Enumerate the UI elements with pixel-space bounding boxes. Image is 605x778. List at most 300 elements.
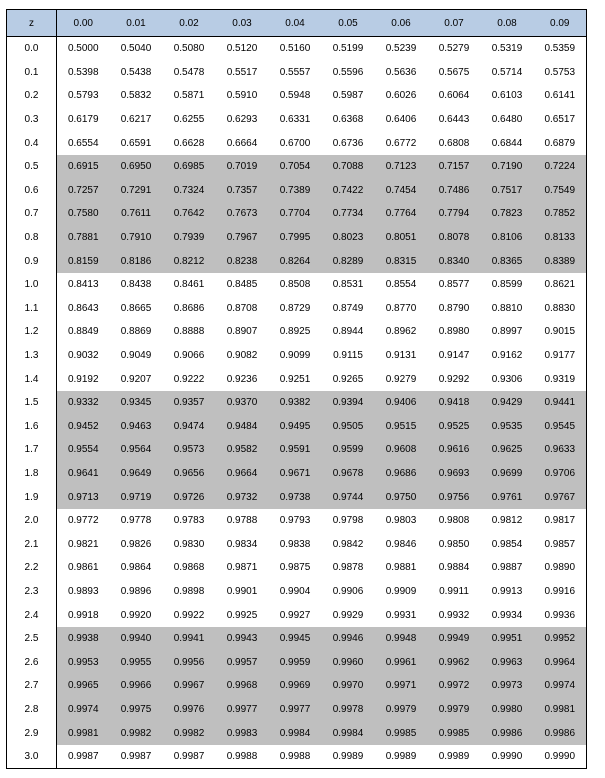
probability-cell: 0.9922 bbox=[173, 609, 205, 621]
probability-cell: 0.5319 bbox=[491, 43, 523, 55]
probability-cell: 0.6331 bbox=[279, 114, 311, 126]
probability-cell: 0.9857 bbox=[534, 532, 587, 556]
probability-cell: 0.9032 bbox=[67, 350, 99, 362]
z-value-cell: 1.7 bbox=[7, 438, 57, 462]
probability-cell: 0.9474 bbox=[163, 415, 216, 439]
probability-cell: 0.8790 bbox=[438, 302, 470, 314]
probability-cell: 0.9951 bbox=[481, 627, 534, 651]
probability-cell: 0.9970 bbox=[322, 674, 375, 698]
probability-cell: 0.9131 bbox=[385, 350, 417, 362]
probability-cell: 0.9957 bbox=[216, 650, 269, 674]
table-row bbox=[7, 745, 587, 769]
probability-cell: 0.9890 bbox=[534, 556, 587, 580]
probability-cell: 0.5987 bbox=[332, 90, 364, 102]
probability-cell: 0.8485 bbox=[226, 279, 258, 291]
probability-cell: 0.9616 bbox=[428, 438, 481, 462]
probability-cell: 0.9147 bbox=[438, 350, 470, 362]
probability-cell: 0.7580 bbox=[57, 202, 110, 226]
probability-cell: 0.9345 bbox=[110, 391, 163, 415]
probability-cell: 0.9554 bbox=[57, 438, 110, 462]
probability-cell: 0.9974 bbox=[57, 698, 110, 722]
probability-cell: 0.9699 bbox=[481, 462, 534, 486]
probability-cell: 0.6844 bbox=[491, 137, 523, 149]
probability-cell: 0.9265 bbox=[332, 373, 364, 385]
probability-cell: 0.7054 bbox=[269, 155, 322, 179]
probability-cell: 0.8413 bbox=[67, 279, 99, 291]
z-value-cell: 2.0 bbox=[7, 509, 57, 533]
probability-cell: 0.9649 bbox=[110, 462, 163, 486]
header-col-0-02: 0.02 bbox=[163, 10, 216, 37]
probability-cell: 0.5910 bbox=[226, 90, 258, 102]
probability-cell: 0.9099 bbox=[279, 350, 311, 362]
probability-cell: 0.9984 bbox=[269, 721, 322, 745]
probability-cell: 0.5279 bbox=[438, 43, 470, 55]
z-value-cell: 0.1 bbox=[7, 61, 57, 85]
probability-cell: 0.7291 bbox=[110, 179, 163, 203]
probability-cell: 0.9989 bbox=[375, 745, 428, 769]
probability-cell: 0.9788 bbox=[226, 515, 258, 527]
probability-cell: 0.9916 bbox=[534, 580, 587, 604]
table-row bbox=[7, 627, 587, 651]
z-value-cell: 1.1 bbox=[7, 297, 57, 321]
probability-cell: 0.9505 bbox=[322, 415, 375, 439]
probability-cell: 0.9871 bbox=[226, 562, 258, 574]
table-row bbox=[7, 580, 587, 604]
probability-cell: 0.9082 bbox=[226, 350, 258, 362]
probability-cell: 0.8962 bbox=[385, 326, 417, 338]
table-row bbox=[7, 485, 587, 509]
probability-cell: 0.9929 bbox=[332, 609, 364, 621]
probability-cell: 0.9846 bbox=[385, 538, 417, 550]
probability-cell: 0.8599 bbox=[491, 279, 523, 291]
table-row bbox=[7, 415, 587, 439]
z-value-cell: 2.8 bbox=[7, 698, 57, 722]
z-value-cell: 2.2 bbox=[7, 556, 57, 580]
probability-cell: 0.6141 bbox=[534, 84, 587, 108]
z-value-cell: 0.6 bbox=[7, 179, 57, 203]
probability-cell: 0.6736 bbox=[332, 137, 364, 149]
probability-cell: 0.9441 bbox=[534, 391, 587, 415]
probability-cell: 0.7224 bbox=[534, 155, 587, 179]
probability-cell: 0.8264 bbox=[269, 249, 322, 273]
table-row bbox=[7, 556, 587, 580]
probability-cell: 0.9406 bbox=[375, 391, 428, 415]
probability-cell: 0.8315 bbox=[375, 249, 428, 273]
probability-cell: 0.9015 bbox=[534, 320, 587, 344]
probability-cell: 0.9948 bbox=[375, 627, 428, 651]
table-row bbox=[7, 698, 587, 722]
z-value-cell: 1.9 bbox=[7, 485, 57, 509]
probability-cell: 0.5398 bbox=[67, 66, 99, 78]
table-row bbox=[7, 509, 587, 533]
z-value-cell: 0.4 bbox=[7, 131, 57, 155]
probability-cell: 0.9901 bbox=[226, 585, 258, 597]
probability-cell: 0.9884 bbox=[438, 562, 470, 574]
probability-cell: 0.9941 bbox=[163, 627, 216, 651]
probability-cell: 0.9979 bbox=[428, 698, 481, 722]
probability-cell: 0.9974 bbox=[534, 674, 587, 698]
probability-cell: 0.9920 bbox=[120, 609, 152, 621]
probability-cell: 0.9049 bbox=[120, 350, 152, 362]
table-row bbox=[7, 721, 587, 745]
probability-cell: 0.6591 bbox=[120, 137, 152, 149]
probability-cell: 0.9756 bbox=[428, 485, 481, 509]
probability-cell: 0.9949 bbox=[428, 627, 481, 651]
probability-cell: 0.8665 bbox=[120, 302, 152, 314]
probability-cell: 0.8849 bbox=[67, 326, 99, 338]
probability-cell: 0.9251 bbox=[279, 373, 311, 385]
probability-cell: 0.9989 bbox=[322, 745, 375, 769]
probability-cell: 0.7967 bbox=[216, 226, 269, 250]
probability-cell: 0.9932 bbox=[438, 609, 470, 621]
probability-cell: 0.7939 bbox=[163, 226, 216, 250]
probability-cell: 0.9793 bbox=[279, 515, 311, 527]
probability-cell: 0.9370 bbox=[216, 391, 269, 415]
probability-cell: 0.9850 bbox=[438, 538, 470, 550]
z-table bbox=[6, 9, 587, 769]
probability-cell: 0.9945 bbox=[269, 627, 322, 651]
header-col-0-01: 0.01 bbox=[110, 10, 163, 37]
probability-cell: 0.8708 bbox=[226, 302, 258, 314]
probability-cell: 0.9463 bbox=[110, 415, 163, 439]
probability-cell: 0.9943 bbox=[216, 627, 269, 651]
probability-cell: 0.8810 bbox=[491, 302, 523, 314]
probability-cell: 0.6664 bbox=[226, 137, 258, 149]
probability-cell: 0.8438 bbox=[120, 279, 152, 291]
probability-cell: 0.9719 bbox=[110, 485, 163, 509]
probability-cell: 0.9969 bbox=[269, 674, 322, 698]
probability-cell: 0.9904 bbox=[279, 585, 311, 597]
probability-cell: 0.9968 bbox=[216, 674, 269, 698]
z-value-cell: 0.2 bbox=[7, 84, 57, 108]
probability-cell: 0.9984 bbox=[322, 721, 375, 745]
z-value-cell: 1.3 bbox=[7, 344, 57, 368]
probability-cell: 0.7881 bbox=[57, 226, 110, 250]
probability-cell: 0.9963 bbox=[481, 650, 534, 674]
probability-cell: 0.6406 bbox=[385, 114, 417, 126]
probability-cell: 0.8289 bbox=[322, 249, 375, 273]
table-row bbox=[7, 462, 587, 486]
probability-cell: 0.9982 bbox=[110, 721, 163, 745]
probability-cell: 0.5596 bbox=[332, 66, 364, 78]
probability-cell: 0.9732 bbox=[216, 485, 269, 509]
probability-cell: 0.6026 bbox=[385, 90, 417, 102]
probability-cell: 0.7422 bbox=[322, 179, 375, 203]
probability-cell: 0.7257 bbox=[57, 179, 110, 203]
probability-cell: 0.9582 bbox=[216, 438, 269, 462]
probability-cell: 0.9959 bbox=[269, 650, 322, 674]
probability-cell: 0.9236 bbox=[226, 373, 258, 385]
header-row bbox=[7, 10, 587, 37]
probability-cell: 0.9893 bbox=[67, 585, 99, 597]
probability-cell: 0.9162 bbox=[491, 350, 523, 362]
probability-cell: 0.9177 bbox=[534, 344, 587, 368]
table-header bbox=[7, 10, 587, 37]
probability-cell: 0.5438 bbox=[120, 66, 152, 78]
probability-cell: 0.5793 bbox=[67, 90, 99, 102]
probability-cell: 0.9115 bbox=[333, 350, 363, 362]
z-value-cell: 1.6 bbox=[7, 415, 57, 439]
probability-cell: 0.9842 bbox=[332, 538, 364, 550]
table-row bbox=[7, 532, 587, 556]
probability-cell: 0.9953 bbox=[57, 650, 110, 674]
probability-cell: 0.6103 bbox=[491, 90, 523, 102]
probability-cell: 0.8686 bbox=[173, 302, 205, 314]
probability-cell: 0.7794 bbox=[428, 202, 481, 226]
z-value-cell: 2.5 bbox=[7, 627, 57, 651]
probability-cell: 0.8186 bbox=[110, 249, 163, 273]
probability-cell: 0.9990 bbox=[481, 745, 534, 769]
probability-cell: 0.6915 bbox=[57, 155, 110, 179]
probability-cell: 0.7517 bbox=[481, 179, 534, 203]
probability-cell: 0.8980 bbox=[438, 326, 470, 338]
probability-cell: 0.9898 bbox=[173, 585, 205, 597]
probability-cell: 0.7995 bbox=[269, 226, 322, 250]
probability-cell: 0.7019 bbox=[216, 155, 269, 179]
probability-cell: 0.9988 bbox=[216, 745, 269, 769]
probability-cell: 0.9608 bbox=[375, 438, 428, 462]
probability-cell: 0.9678 bbox=[322, 462, 375, 486]
probability-cell: 0.9988 bbox=[269, 745, 322, 769]
probability-cell: 0.7704 bbox=[269, 202, 322, 226]
probability-cell: 0.9927 bbox=[279, 609, 311, 621]
probability-cell: 0.9279 bbox=[385, 373, 417, 385]
probability-cell: 0.9834 bbox=[226, 538, 258, 550]
probability-cell: 0.9292 bbox=[438, 373, 470, 385]
probability-cell: 0.9535 bbox=[481, 415, 534, 439]
probability-cell: 0.9394 bbox=[322, 391, 375, 415]
z-value-cell: 0.9 bbox=[7, 249, 57, 273]
probability-cell: 0.9983 bbox=[216, 721, 269, 745]
header-z: z bbox=[7, 10, 57, 37]
probability-cell: 0.7454 bbox=[375, 179, 428, 203]
probability-cell: 0.9864 bbox=[120, 562, 152, 574]
probability-cell: 0.5675 bbox=[438, 66, 470, 78]
probability-cell: 0.7549 bbox=[534, 179, 587, 203]
table-row bbox=[7, 226, 587, 250]
probability-cell: 0.6517 bbox=[534, 108, 587, 132]
probability-cell: 0.9713 bbox=[57, 485, 110, 509]
probability-cell: 0.9812 bbox=[491, 515, 523, 527]
probability-cell: 0.7642 bbox=[163, 202, 216, 226]
z-value-cell: 2.1 bbox=[7, 532, 57, 556]
probability-cell: 0.8508 bbox=[279, 279, 311, 291]
probability-cell: 0.9966 bbox=[110, 674, 163, 698]
probability-cell: 0.9706 bbox=[534, 462, 587, 486]
probability-cell: 0.8212 bbox=[163, 249, 216, 273]
probability-cell: 0.9975 bbox=[110, 698, 163, 722]
header-col-0-07: 0.07 bbox=[428, 10, 481, 37]
z-value-cell: 0.5 bbox=[7, 155, 57, 179]
probability-cell: 0.8340 bbox=[428, 249, 481, 273]
probability-cell: 0.7734 bbox=[322, 202, 375, 226]
probability-cell: 0.9693 bbox=[428, 462, 481, 486]
probability-cell: 0.5239 bbox=[385, 43, 417, 55]
probability-cell: 0.5753 bbox=[534, 61, 587, 85]
probability-cell: 0.9934 bbox=[491, 609, 523, 621]
probability-cell: 0.7088 bbox=[322, 155, 375, 179]
table-row bbox=[7, 273, 587, 297]
probability-cell: 0.9744 bbox=[322, 485, 375, 509]
table-row bbox=[7, 179, 587, 203]
probability-cell: 0.5160 bbox=[279, 43, 311, 55]
probability-cell: 0.9938 bbox=[57, 627, 110, 651]
probability-cell: 0.9925 bbox=[226, 609, 258, 621]
probability-cell: 0.5832 bbox=[120, 90, 152, 102]
probability-cell: 0.9952 bbox=[534, 627, 587, 651]
probability-cell: 0.8997 bbox=[491, 326, 523, 338]
probability-cell: 0.8729 bbox=[279, 302, 311, 314]
z-value-cell: 0.3 bbox=[7, 108, 57, 132]
z-value-cell: 2.3 bbox=[7, 580, 57, 604]
probability-cell: 0.7910 bbox=[110, 226, 163, 250]
probability-cell: 0.5359 bbox=[534, 37, 587, 61]
probability-cell: 0.6879 bbox=[534, 131, 587, 155]
probability-cell: 0.9913 bbox=[491, 585, 523, 597]
probability-cell: 0.8749 bbox=[332, 302, 364, 314]
probability-cell: 0.8389 bbox=[534, 249, 587, 273]
table-row bbox=[7, 249, 587, 273]
probability-cell: 0.9664 bbox=[216, 462, 269, 486]
probability-cell: 0.9973 bbox=[481, 674, 534, 698]
z-value-cell: 2.6 bbox=[7, 650, 57, 674]
probability-cell: 0.6064 bbox=[438, 90, 470, 102]
probability-cell: 0.9982 bbox=[163, 721, 216, 745]
probability-cell: 0.9495 bbox=[269, 415, 322, 439]
probability-cell: 0.9778 bbox=[120, 515, 152, 527]
probability-cell: 0.8531 bbox=[332, 279, 364, 291]
table-row bbox=[7, 391, 587, 415]
probability-cell: 0.6772 bbox=[385, 137, 417, 149]
probability-cell: 0.5517 bbox=[226, 66, 258, 78]
probability-cell: 0.9382 bbox=[269, 391, 322, 415]
probability-cell: 0.7357 bbox=[216, 179, 269, 203]
table-row bbox=[7, 61, 587, 85]
probability-cell: 0.9830 bbox=[173, 538, 205, 550]
probability-cell: 0.9838 bbox=[279, 538, 311, 550]
probability-cell: 0.5557 bbox=[279, 66, 311, 78]
probability-cell: 0.9931 bbox=[385, 609, 417, 621]
table-row bbox=[7, 320, 587, 344]
probability-cell: 0.8133 bbox=[534, 226, 587, 250]
header-col-0-05: 0.05 bbox=[322, 10, 375, 37]
table-row bbox=[7, 603, 587, 627]
z-value-cell: 3.0 bbox=[7, 745, 57, 769]
probability-cell: 0.9808 bbox=[438, 515, 470, 527]
probability-cell: 0.8023 bbox=[322, 226, 375, 250]
probability-cell: 0.9357 bbox=[163, 391, 216, 415]
table-row bbox=[7, 37, 587, 61]
probability-cell: 0.9964 bbox=[534, 650, 587, 674]
probability-cell: 0.8051 bbox=[375, 226, 428, 250]
probability-cell: 0.5871 bbox=[173, 90, 205, 102]
probability-cell: 0.9971 bbox=[375, 674, 428, 698]
z-value-cell: 1.8 bbox=[7, 462, 57, 486]
probability-cell: 0.9911 bbox=[439, 585, 469, 597]
probability-cell: 0.9418 bbox=[428, 391, 481, 415]
probability-cell: 0.9868 bbox=[173, 562, 205, 574]
probability-cell: 0.9821 bbox=[67, 538, 99, 550]
probability-cell: 0.9686 bbox=[375, 462, 428, 486]
probability-cell: 0.9990 bbox=[534, 745, 587, 769]
probability-cell: 0.9981 bbox=[57, 721, 110, 745]
probability-cell: 0.5040 bbox=[120, 43, 152, 55]
z-value-cell: 2.9 bbox=[7, 721, 57, 745]
table-row bbox=[7, 367, 587, 391]
probability-cell: 0.9750 bbox=[375, 485, 428, 509]
probability-cell: 0.9564 bbox=[110, 438, 163, 462]
probability-cell: 0.9738 bbox=[269, 485, 322, 509]
probability-cell: 0.9599 bbox=[322, 438, 375, 462]
probability-cell: 0.7764 bbox=[375, 202, 428, 226]
probability-cell: 0.6368 bbox=[332, 114, 364, 126]
probability-cell: 0.9878 bbox=[332, 562, 364, 574]
probability-cell: 0.9936 bbox=[534, 603, 587, 627]
table-row bbox=[7, 650, 587, 674]
probability-cell: 0.9633 bbox=[534, 438, 587, 462]
probability-cell: 0.8106 bbox=[481, 226, 534, 250]
probability-cell: 0.9429 bbox=[481, 391, 534, 415]
probability-cell: 0.8830 bbox=[534, 297, 587, 321]
probability-cell: 0.9772 bbox=[67, 515, 99, 527]
z-value-cell: 0.7 bbox=[7, 202, 57, 226]
probability-cell: 0.8907 bbox=[226, 326, 258, 338]
z-value-cell: 1.4 bbox=[7, 367, 57, 391]
header-col-0-03: 0.03 bbox=[216, 10, 269, 37]
probability-cell: 0.5199 bbox=[332, 43, 364, 55]
probability-cell: 0.9798 bbox=[332, 515, 364, 527]
table-row bbox=[7, 344, 587, 368]
probability-cell: 0.7324 bbox=[163, 179, 216, 203]
probability-cell: 0.8078 bbox=[428, 226, 481, 250]
probability-cell: 0.8944 bbox=[332, 326, 364, 338]
probability-cell: 0.9767 bbox=[534, 485, 587, 509]
probability-cell: 0.8577 bbox=[438, 279, 470, 291]
probability-cell: 0.7157 bbox=[428, 155, 481, 179]
probability-cell: 0.9854 bbox=[491, 538, 523, 550]
probability-cell: 0.7673 bbox=[216, 202, 269, 226]
header-col-0-04: 0.04 bbox=[269, 10, 322, 37]
probability-cell: 0.7852 bbox=[534, 202, 587, 226]
probability-cell: 0.8643 bbox=[67, 302, 99, 314]
probability-cell: 0.8238 bbox=[216, 249, 269, 273]
header-col-0-08: 0.08 bbox=[481, 10, 534, 37]
probability-cell: 0.9881 bbox=[385, 562, 417, 574]
probability-cell: 0.9545 bbox=[534, 415, 587, 439]
table-row bbox=[7, 155, 587, 179]
probability-cell: 0.9989 bbox=[428, 745, 481, 769]
probability-cell: 0.9207 bbox=[120, 373, 152, 385]
z-value-cell: 0.0 bbox=[7, 37, 57, 61]
probability-cell: 0.9977 bbox=[269, 698, 322, 722]
header-col-0-00: 0.00 bbox=[57, 10, 110, 37]
probability-cell: 0.6255 bbox=[173, 114, 205, 126]
probability-cell: 0.7389 bbox=[269, 179, 322, 203]
probability-cell: 0.9803 bbox=[385, 515, 417, 527]
probability-cell: 0.9972 bbox=[428, 674, 481, 698]
probability-cell: 0.5636 bbox=[385, 66, 417, 78]
probability-cell: 0.8621 bbox=[534, 273, 587, 297]
probability-cell: 0.9726 bbox=[163, 485, 216, 509]
probability-cell: 0.9986 bbox=[534, 721, 587, 745]
probability-cell: 0.9452 bbox=[57, 415, 110, 439]
probability-cell: 0.5080 bbox=[173, 43, 205, 55]
probability-cell: 0.7611 bbox=[110, 202, 163, 226]
probability-cell: 0.9946 bbox=[322, 627, 375, 651]
probability-cell: 0.9515 bbox=[375, 415, 428, 439]
z-value-cell: 1.0 bbox=[7, 273, 57, 297]
z-value-cell: 1.5 bbox=[7, 391, 57, 415]
